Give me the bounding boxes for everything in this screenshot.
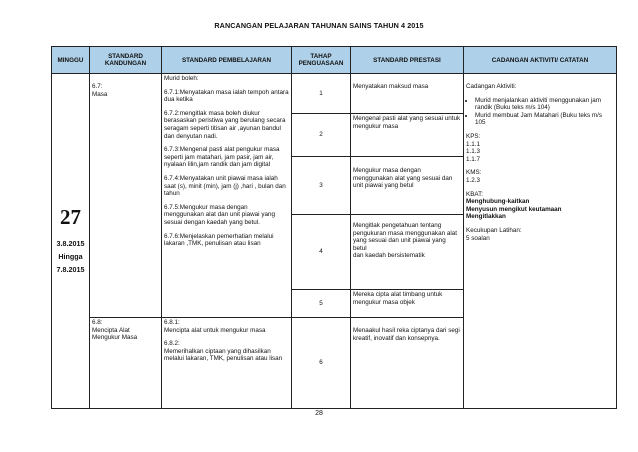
tahap-4: 4: [292, 215, 351, 290]
kps-label: KPS:: [466, 132, 481, 140]
prestasi-6: Menaakul hasil reka ciptanya dari segi kreatif, inovatif dan konsepnya.: [351, 318, 464, 409]
kms-block: [466, 169, 614, 184]
kecukupan-label: Kecukupan Latihan:: [466, 226, 522, 234]
kbat-block: [466, 191, 614, 221]
pembelajaran-intro: Murid boleh:: [164, 75, 199, 82]
week-cell: [52, 74, 90, 409]
pembelajaran-6-8-2: 6.8.2: Memerihalkan ciptaan yang dihasilkan melalui lakaran, TMK, penulisan atau lisan: [164, 340, 283, 363]
header-minggu: MINGGU: [52, 47, 90, 74]
header-standard-kandungan: STANDARD KANDUNGAN: [90, 47, 162, 74]
header-standard-pembelajaran: STANDARD PEMBELAJARAN: [162, 47, 292, 74]
kbat-label: KBAT:: [466, 190, 484, 198]
list-item: • Murid membuat Jam Matahari (Buku teks m/s 105: [475, 112, 614, 127]
cadangan-heading: Cadangan Aktiviti:: [466, 83, 517, 90]
week-end-date: 7.8.2015: [56, 264, 85, 274]
table-header-row: [52, 47, 617, 74]
header-standard-prestasi: STANDARD PRESTASI: [351, 47, 464, 74]
header-tahap-penguasaan: TAHAP PENGUASAAN: [292, 47, 351, 74]
prestasi-4: Mengitlak pengetahuan tentang pengukuran masa menggunakan alat yang sesuai dan unit piawai yang betul dan kaedah bersistematik: [351, 215, 464, 290]
week-number: 27: [60, 204, 81, 229]
kecukupan-block: [466, 227, 614, 242]
prestasi-5: Mereka cipta alat timbang untuk mengukur masa objek: [351, 290, 464, 318]
lesson-plan-table: [51, 46, 617, 409]
kps-values: 1.1.1 1.1.3 1.1.7: [466, 140, 481, 163]
prestasi-2: Mengenal pasti alat yang sesuai untuk mengukur masa: [351, 114, 464, 157]
pembelajaran-6-7-3: 6.7.3:Mengenal pasti alat pengukur masa seperti jam matahari, jam pasir, jam air, nyalaan lilin,jam randik dan jam digital: [164, 146, 280, 169]
tahap-3: 3: [292, 157, 351, 215]
kecukupan-value: 5 soalan: [466, 234, 490, 242]
kms-value: 1.2.3: [466, 176, 481, 184]
document-title: RANCANGAN PELAJARAN TAHUNAN SAINS TAHUN 4 2015: [214, 21, 424, 30]
kandungan-6-8: 6.8: Mencipta Alat Mengukur Masa: [90, 318, 162, 409]
tahap-5: 5: [292, 290, 351, 318]
kbat-values: Menghubung-kaitkan Menyusun mengikut keutamaan Mengitlakkan: [466, 198, 562, 221]
week-start-date: 3.8.2015: [56, 238, 85, 248]
pembelajaran-6-7-1: 6.7.1:Menyatakan masa ialah tempoh antara dua ketika: [164, 88, 289, 104]
pembelajaran-6-7-6: 6.7.6:Menjelaskan pemerhatian melalui lakaran ,TMK, penulisan atau lisan: [164, 232, 274, 248]
page-number: 28: [315, 410, 323, 417]
prestasi-3: Mengukur masa dengan menggunakan alat yang sesuai dan unit piawai yang betul: [351, 157, 464, 215]
table-row: [52, 74, 617, 114]
list-item: • Murid menjalankan aktiviti menggunakan jam randik (Buku teks m/s 104): [475, 97, 614, 112]
pembelajaran-6-7-2: 6.7.2:mengitlak masa boleh diukur berasaskan peristiwa yang berulang secara seragam seperti titisan air ,ayunan bandul dan denyutan nadi.: [164, 109, 286, 140]
prestasi-1: Menyatakan maksud masa: [351, 74, 464, 114]
tahap-6: 6: [292, 318, 351, 409]
tahap-1: 1: [292, 74, 351, 114]
pembelajaran-6-8: [162, 318, 292, 409]
pembelajaran-6-7-5: 6.7.5:Mengukur masa dengan menggunakan alat dan unit piawai yang sesuai dengan kaedah yang betul.: [164, 203, 275, 226]
header-cadangan: CADANGAN AKTIVITI/ CATATAN: [464, 47, 617, 74]
kandungan-6-7: 6.7: Masa: [90, 74, 162, 318]
pembelajaran-6-8-1: 6.8.1: Mencipta alat untuk mengukur masa: [164, 319, 266, 334]
tahap-2: 2: [292, 114, 351, 157]
cadangan-list: [466, 97, 614, 127]
kps-block: [466, 133, 614, 163]
kms-label: KMS:: [466, 169, 482, 177]
cadangan-cell: [464, 74, 617, 409]
pembelajaran-6-7: [162, 74, 292, 318]
week-hingga: Hingga: [58, 251, 83, 261]
pembelajaran-6-7-4: 6.7.4:Menyatakan unit piawai masa ialah saat (s), minit (min), jam (j) ,hari , bulan dan tahun: [164, 174, 286, 198]
